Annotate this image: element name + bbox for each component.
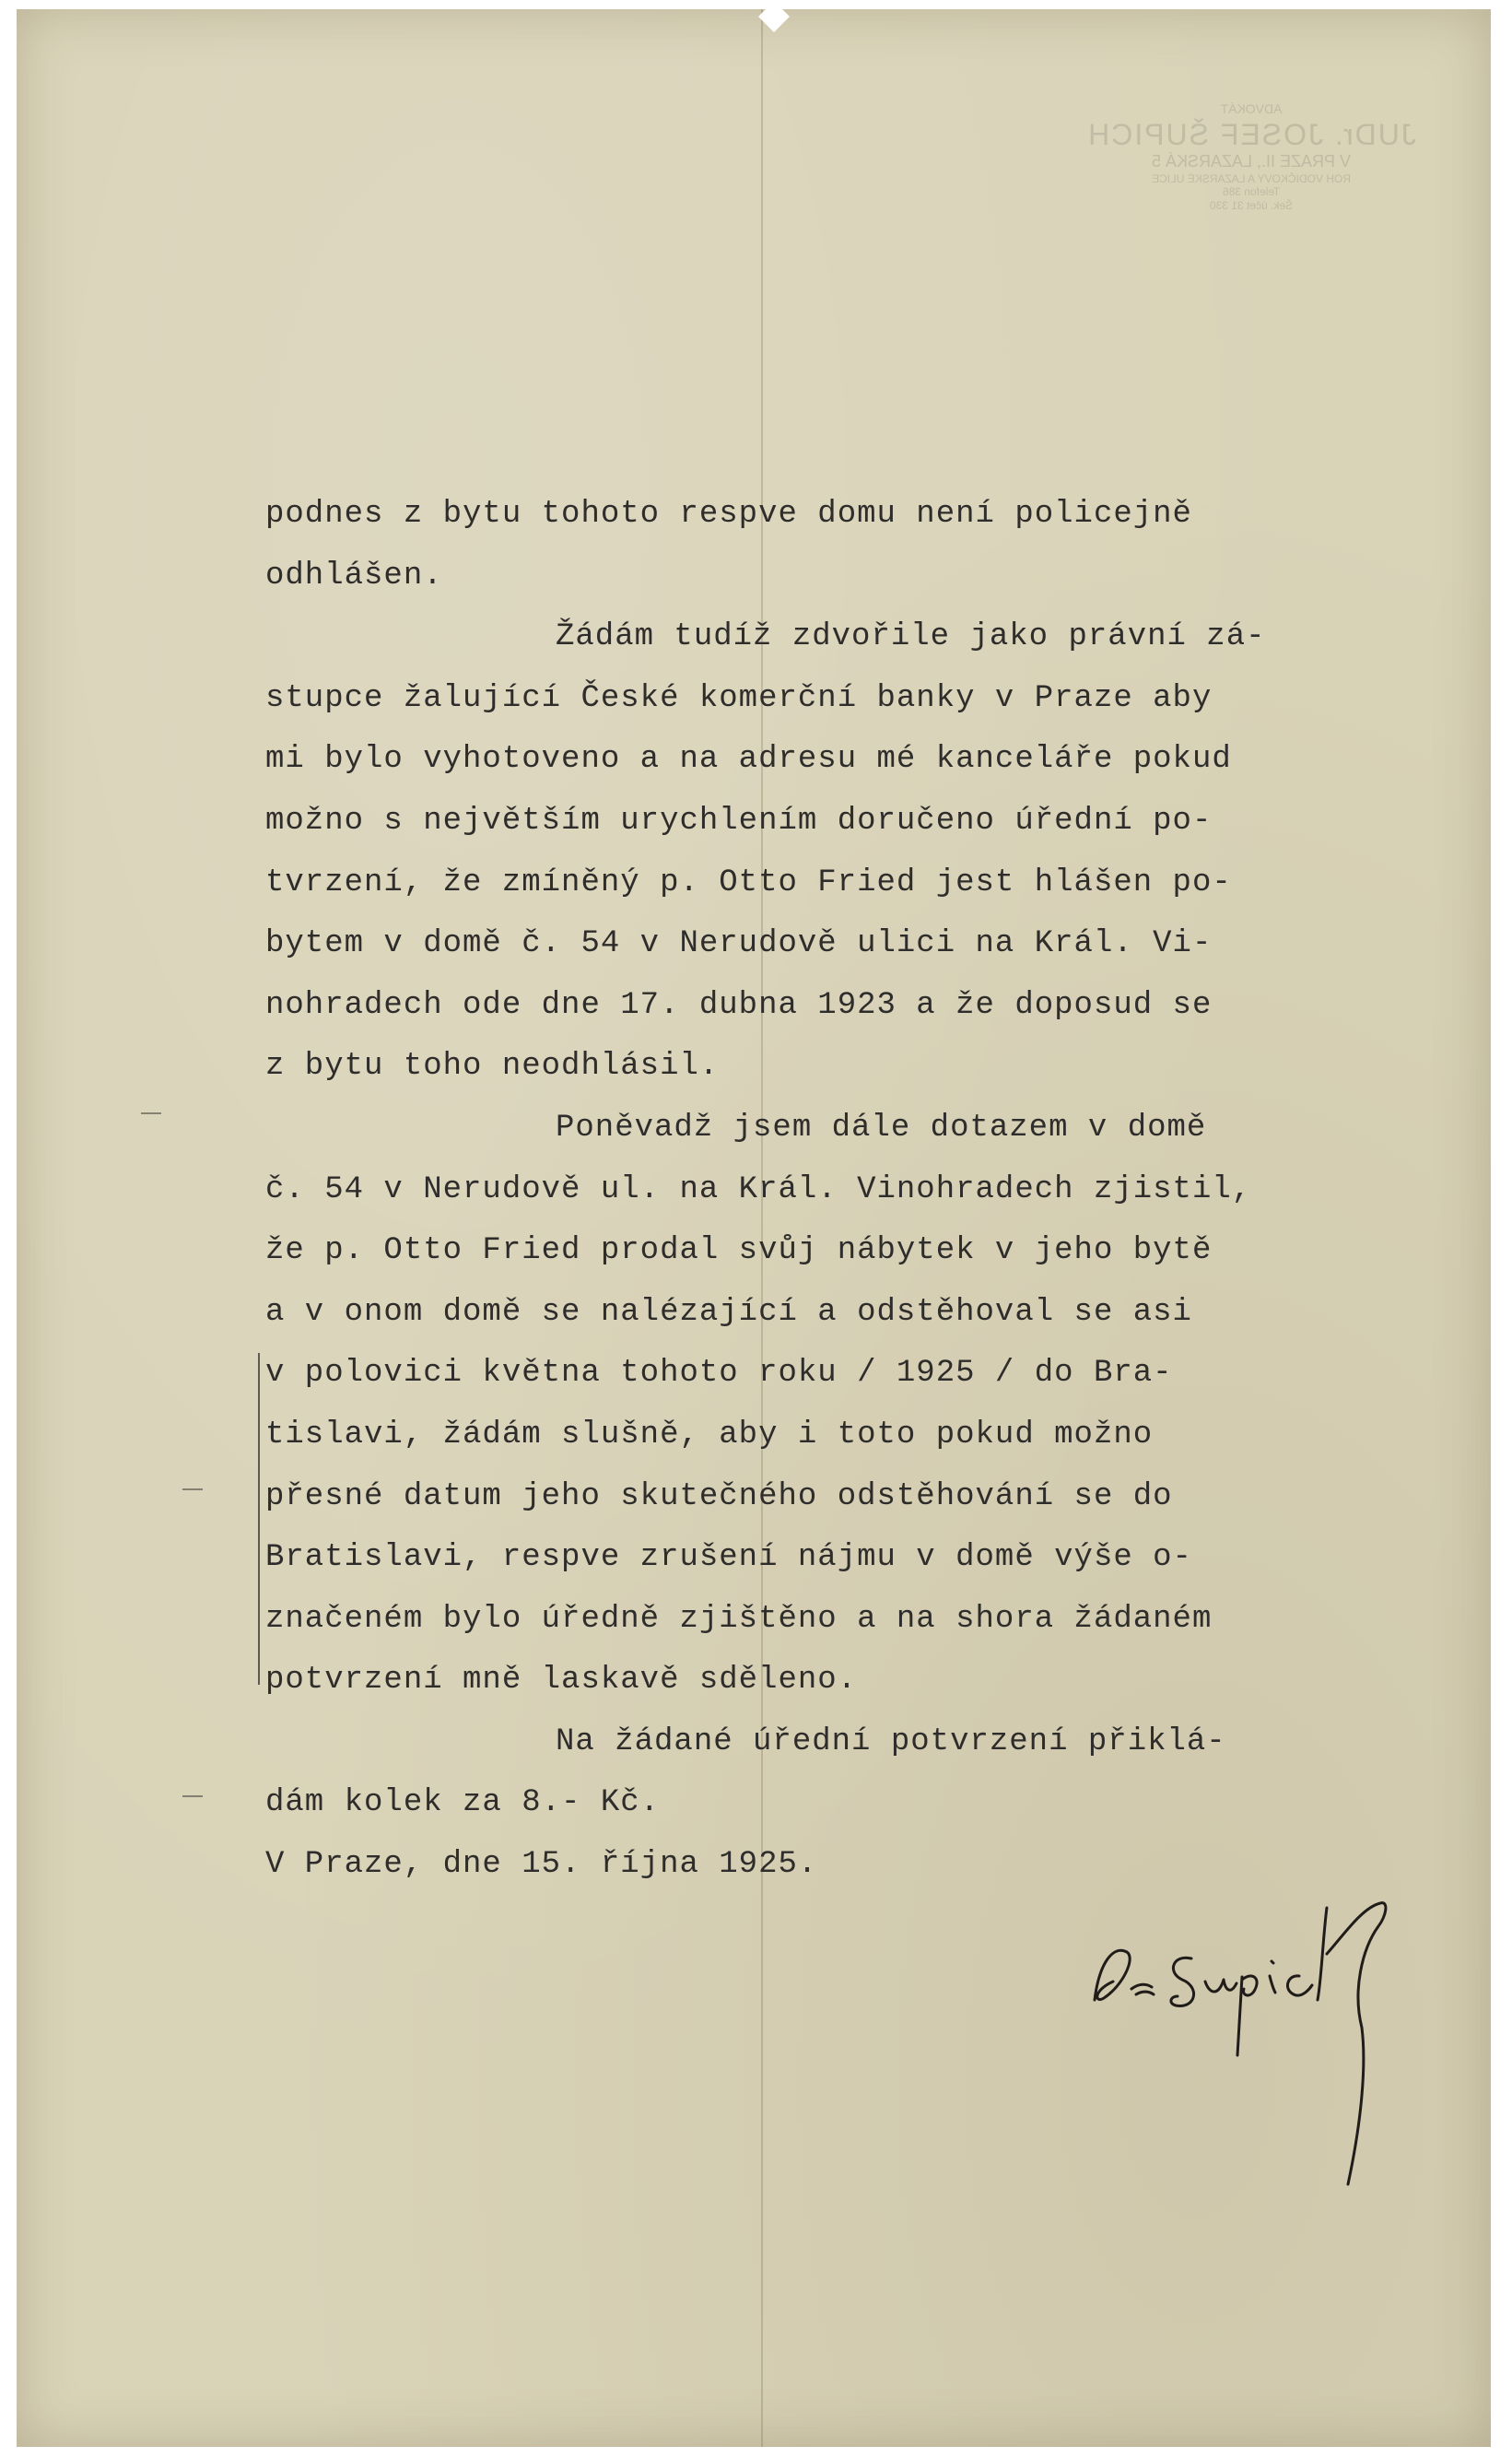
letter-line: Bratislavi, respve zrušení nájmu v domě výše o- <box>265 1540 1192 1576</box>
stamp-line: Telefon 386 <box>1222 185 1281 199</box>
letter-line: v polovici května tohoto roku / 1925 / do Bra- <box>265 1356 1173 1392</box>
letter-line: Žádám tudíž zdvořile jako právní zá- <box>556 619 1266 655</box>
stamp-line: Šek. účet 31 330 <box>1209 198 1294 212</box>
letter-line: přesné datum jeho skutečného odstěhování se do <box>265 1478 1173 1514</box>
margin-dash-mark <box>182 1795 203 1797</box>
letter-line: nohradech ode dne 17. dubna 1923 a že doposud se <box>265 987 1213 1023</box>
letter-line: značeném bylo úředně zjištěno a na shora žádaném <box>265 1601 1213 1637</box>
letter-line: a v onom domě se nalézající a odstěhoval se asi <box>265 1294 1192 1330</box>
letter-line: stupce žalující České komerční banky v Praze aby <box>265 680 1213 716</box>
letter-line: Poněvadž jsem dále dotazem v domě <box>556 1110 1207 1146</box>
margin-dash-mark <box>182 1488 203 1490</box>
letter-line: č. 54 v Nerudově ul. na Král. Vinohradech zjistil, <box>265 1171 1252 1207</box>
letter-body <box>265 484 1454 1896</box>
letter-line: podnes z bytu tohoto respve domu není policejně <box>265 497 1192 532</box>
letter-line: tvrzení, že zmíněný p. Otto Fried jest hlášen po- <box>265 864 1232 900</box>
letter-line: možno s největším urychlením doručeno úřední po- <box>265 803 1213 839</box>
letter-line: z bytu toho neodhlásil. <box>265 1049 720 1085</box>
margin-dash-mark <box>141 1112 161 1114</box>
letter-line: odhlášen. <box>265 558 443 594</box>
letter-line: že p. Otto Fried prodal svůj nábytek v jeho bytě <box>265 1233 1213 1269</box>
handwritten-signature <box>1085 1880 1472 2212</box>
margin-bracket-mark <box>258 1353 273 1685</box>
letter-line: V Praze, dne 15. října 1925. <box>265 1847 818 1883</box>
document-page <box>17 9 1491 2447</box>
letter-line: mi bylo vyhotoveno a na adresu mé kanceláře pokud <box>265 742 1232 778</box>
letter-line: potvrzení mně laskavě sděleno. <box>265 1663 858 1699</box>
letter-line: dám kolek za 8.- Kč. <box>265 1785 661 1821</box>
stamp-line: ADVOKÁT <box>1220 101 1283 116</box>
stamp-line: ROH VODIČKOVY A LAZARSKÉ ULICE <box>1152 171 1351 185</box>
stamp-line: V PRAZE II., LAZARSKÁ 5 <box>1151 152 1352 171</box>
stamp-line: JUDr. JOSEF ŠUPICH <box>1086 117 1416 151</box>
letterhead-stamp-bleed-through <box>1012 101 1491 304</box>
letter-line: Na žádané úřední potvrzení přiklá- <box>556 1723 1226 1759</box>
letter-line: tislavi, žádám slušně, aby i toto pokud možno <box>265 1417 1154 1452</box>
torn-corner <box>758 1 790 32</box>
letter-line: bytem v domě č. 54 v Nerudově ulici na Král. Vi- <box>265 926 1213 962</box>
